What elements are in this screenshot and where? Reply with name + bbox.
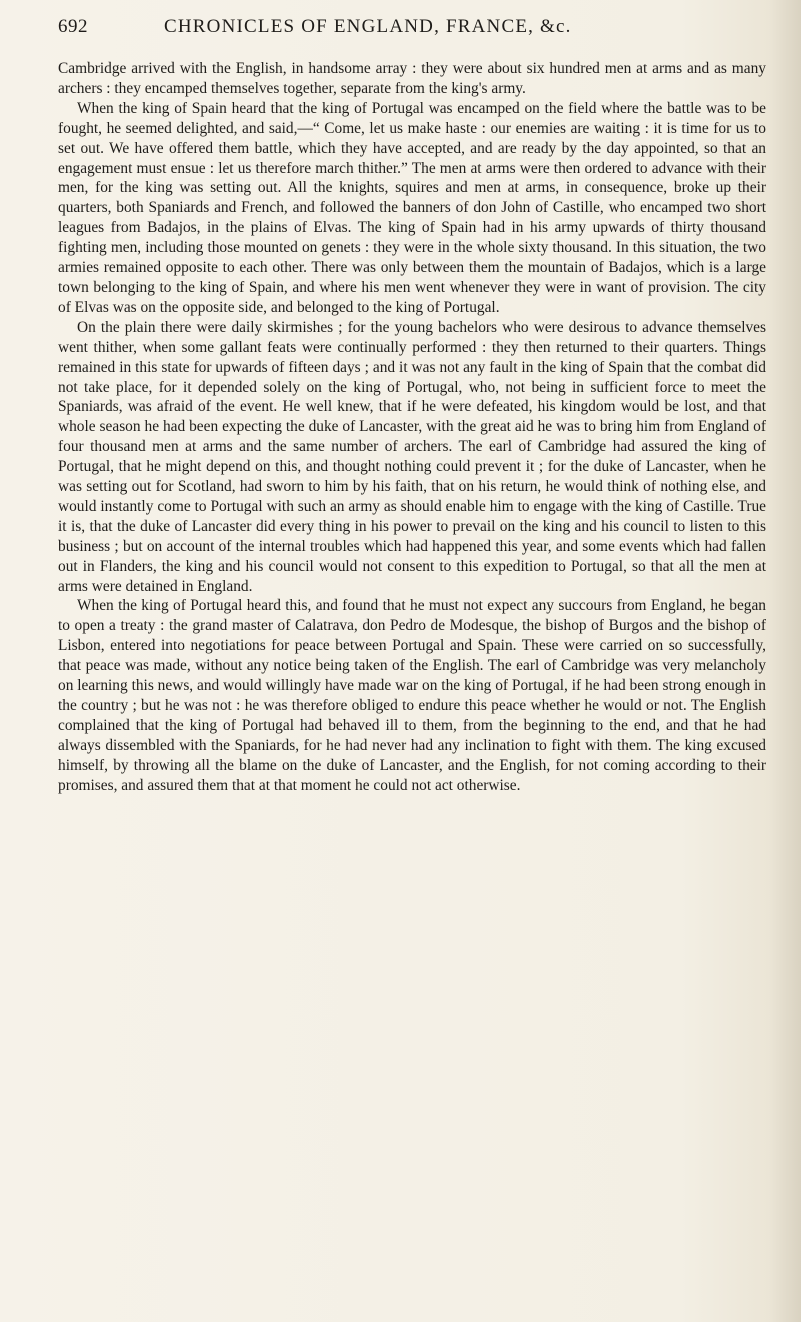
page-header <box>58 16 758 46</box>
running-title: CHRONICLES OF ENGLAND, FRANCE, &c. <box>164 16 572 37</box>
paragraph-continued: Cambridge arrived with the English, in handsome array : they were about six hundred men at arms and as many archers : they encamped themselves together, separate from the king's army. <box>58 60 766 97</box>
paragraph: When the king of Spain heard that the king of Portugal was encamped on the field where the battle was to be fought, he seemed delighted, and said,—“ Come, let us make haste : our enemies are waiting : it is time for us to set out. We have offered them battle, which they have accepted, and are ready by the day appointed, so that an engagement must ensue : let us therefore march thither.” The men at arms were then ordered to advance with their men, for the king was setting out. All the knights, squires and men at arms, in consequence, broke up their quarters, both Spaniards and French, and followed the banners of don John of Castille, who encamped two short leagues from Badajos, in the plains of Elvas. The king of Spain had in his army upwards of thirty thousand fighting men, including those mounted on genets : they were in the whole sixty thousand. In this situation, the two armies remained opposite to each other. There was only between them the mountain of Badajos, which is a large town belonging to the king of Spain, and where his men went whenever they were in want of provision. The city of Elvas was on the opposite side, and belonged to the king of Portugal. <box>58 99 766 316</box>
paragraph: On the plain there were daily skirmishes ; for the young bachelors who were desirous to advance themselves went thither, when some gallant feats were continually performed : they then returned to their quarters. Things remained in this state for upwards of fifteen days ; and it was not any fault in the king of Spain that the combat did not take place, for it depended solely on the king of Portugal, who, not being in sufficient force to meet the Spaniards, was afraid of the event. He well knew, that if he were defeated, his kingdom would be lost, and that whole season he had been expecting the duke of Lancaster, with the great aid he was to bring him from England of four thousand men at arms and the same number of archers. The earl of Cambridge had assured the king of Portugal, that he might depend on this, and thought nothing could prevent it ; for the duke of Lancaster, when he was setting out for Scotland, had sworn to him by his faith, that on his return, he would think of nothing else, and would instantly come to Portugal with such an army as should enable him to engage with the king of Castille. True it is, that the duke of Lancaster did every thing in his power to prevail on the king and his council to listen to this business ; but on account of the internal troubles which had happened this year, and some events which had fallen out in Flanders, the king and his council would not consent to this expedition to Portugal, so that all the men at arms were detained in England. <box>58 318 766 595</box>
page-number: 692 <box>58 16 88 37</box>
paragraph: When the king of Portugal heard this, and found that he must not expect any succours from England, he began to open a treaty : the grand master of Calatrava, don Pedro de Modesque, the bishop of Burgos and the bishop of Lisbon, entered into negotiations for peace between Portugal and Spain. These were carried on so successfully, that peace was made, without any notice being taken of the English. The earl of Cambridge was very melancholy on learning this news, and would willingly have made war on the king of Portugal, if he had been strong enough in the country ; but he was not : he was therefore obliged to endure this peace whether he would or not. The English complained that the king of Portugal had behaved ill to them, from the beginning to the end, and that he had always dissembled with the Spaniards, for he had never had any inclination to fight with them. The king excused himself, by throwing all the blame on the duke of Lancaster, and the English, for not coming according to their promises, and assured them that at that moment he could not act otherwise. <box>58 597 766 794</box>
body-text <box>58 59 766 796</box>
